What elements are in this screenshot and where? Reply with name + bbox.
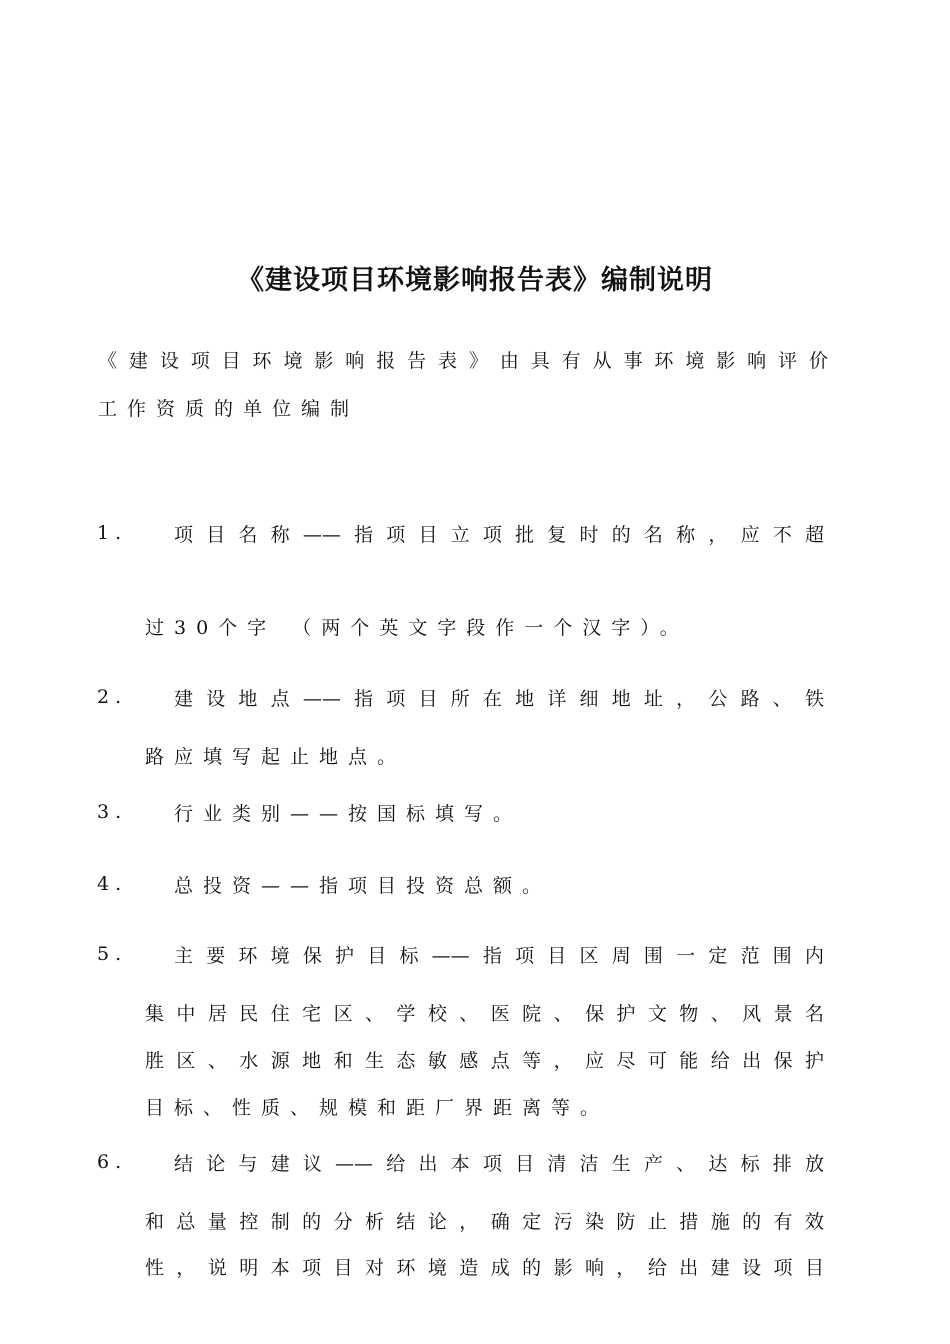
item-2-line-1: 建设地点——指项目所在地详细地址，公路、铁 xyxy=(174,688,824,710)
item-2-line-2: 路应填写起止地点。 xyxy=(145,746,407,768)
item-4-line-1: 总投资——指项目投资总额。 xyxy=(174,875,552,897)
item-6-line-1: 结论与建议——给出本项目清洁生产、达标排放 xyxy=(174,1153,824,1175)
item-1-number: 1. xyxy=(97,522,128,544)
item-1-line-1: 项目名称——指项目立项批复时的名称，应不超 xyxy=(174,524,824,546)
item-1-line-2: 过30个字 （两个英文字段作一个汉字）。 xyxy=(145,617,689,639)
item-5-line-2: 集中居民住宅区、学校、医院、保护文物、风景名 xyxy=(145,1003,824,1025)
item-6-line-2: 和总量控制的分析结论，确定污染防止措施的有效 xyxy=(145,1211,824,1233)
document-title: 《建设项目环境影响报告表》编制说明 xyxy=(237,265,713,296)
item-6-line-3: 性，说明本项目对环境造成的影响，给出建设项目 xyxy=(145,1257,824,1279)
item-5-line-4: 目标、性质、规模和距厂界距离等。 xyxy=(145,1097,610,1119)
item-3-line-1: 行业类别——按国标填写。 xyxy=(174,803,523,825)
intro-line-2: 工作资质的单位编制 xyxy=(98,398,360,420)
item-5-line-3: 胜区、水源地和生态敏感点等，应尽可能给出保护 xyxy=(145,1050,824,1072)
item-6-number: 6. xyxy=(97,1151,128,1173)
item-5-line-1: 主要环境保护目标——指项目区周围一定范围内 xyxy=(174,945,824,967)
item-4-number: 4. xyxy=(97,873,128,895)
item-3-number: 3. xyxy=(97,801,128,823)
item-2-number: 2. xyxy=(97,686,128,708)
intro-line-1: 《建设项目环境影响报告表》由具有从事环境影响评价 xyxy=(98,350,828,372)
item-5-number: 5. xyxy=(97,943,128,965)
